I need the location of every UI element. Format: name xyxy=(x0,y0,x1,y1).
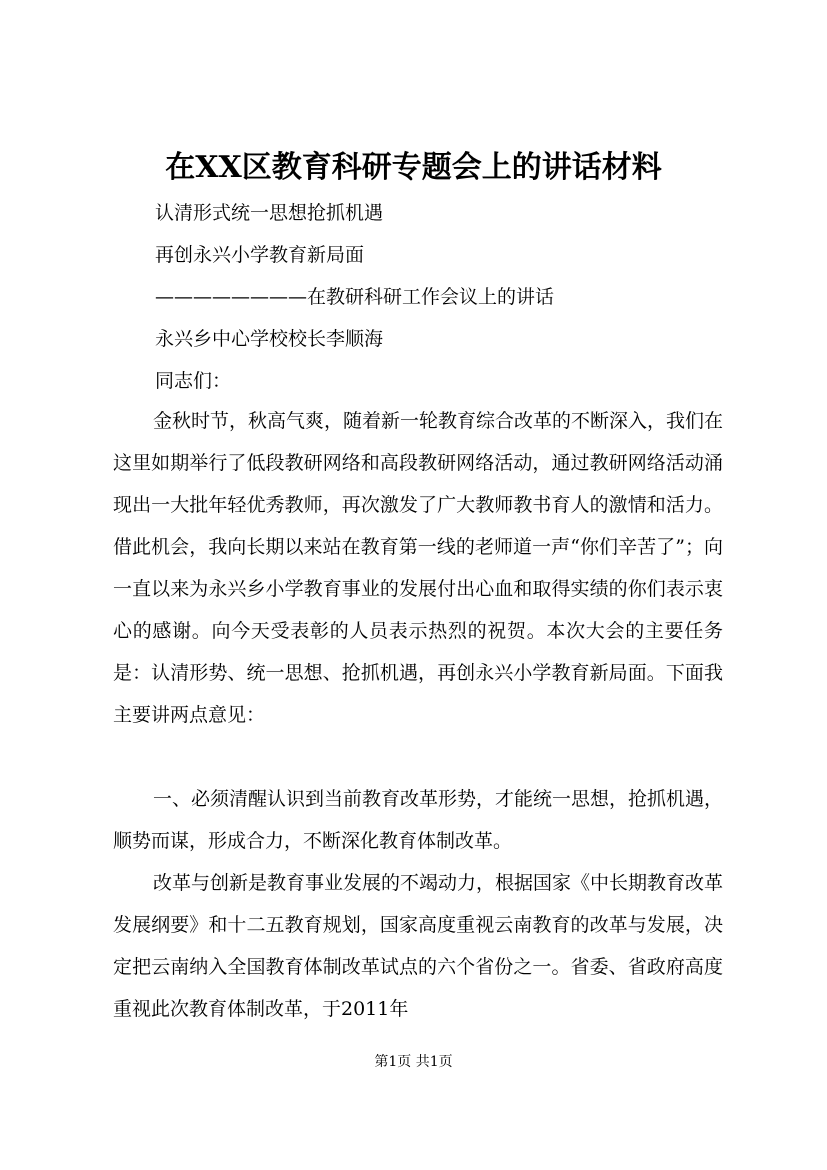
subtitle-line-1: 认清形式统一思想抢抓机遇 xyxy=(155,202,384,224)
paragraph-3: 改革与创新是教育事业发展的不竭动力，根据国家《中长期教育改革发展纲要》和十二五教育规划，国家高度重视云南教育的改革与发展，决定把云南纳入全国教育体制改革试点的六个省份之一。省委、省政府高度重视此次教育体制改革，于2011年 xyxy=(113,872,724,1020)
author-line: 永兴乡中心学校校长李顺海 xyxy=(155,328,384,350)
paragraph-2: 一、必须清醒认识到当前教育改革形势，才能统一思想，抢抓机遇，顺势而谋，形成合力，不断深化教育体制改革。 xyxy=(113,788,724,852)
paragraph-1: 金秋时节，秋高气爽，随着新一轮教育综合改革的不断深入，我们在这里如期举行了低段教研网络和高段教研网络活动，通过教研网络活动涌现出一大批年轻优秀教师，再次激发了广大教师教书育人的激情和活力。借此机会，我向长期以来站在教育第一线的老师道一声“你们辛苦了”；向一直以来为永兴乡小学教育事业的发展付出心血和取得实绩的你们表示衷心的感谢。向今天受表彰的人员表示热烈的祝贺。本次大会的主要任务是：认清形势、统一思想、抢抓机遇，再创永兴小学教育新局面。下面我主要讲两点意见： xyxy=(113,410,724,726)
subtitle-line-3: ————————在教研科研工作会议上的讲话 xyxy=(155,286,555,308)
document-title: 在XX区教育科研专题会上的讲话材料 xyxy=(165,150,662,185)
salutation: 同志们： xyxy=(155,370,232,392)
page-footer: 第1页 共1页 xyxy=(374,1054,453,1070)
subtitle-line-2: 再创永兴小学教育新局面 xyxy=(155,244,365,266)
